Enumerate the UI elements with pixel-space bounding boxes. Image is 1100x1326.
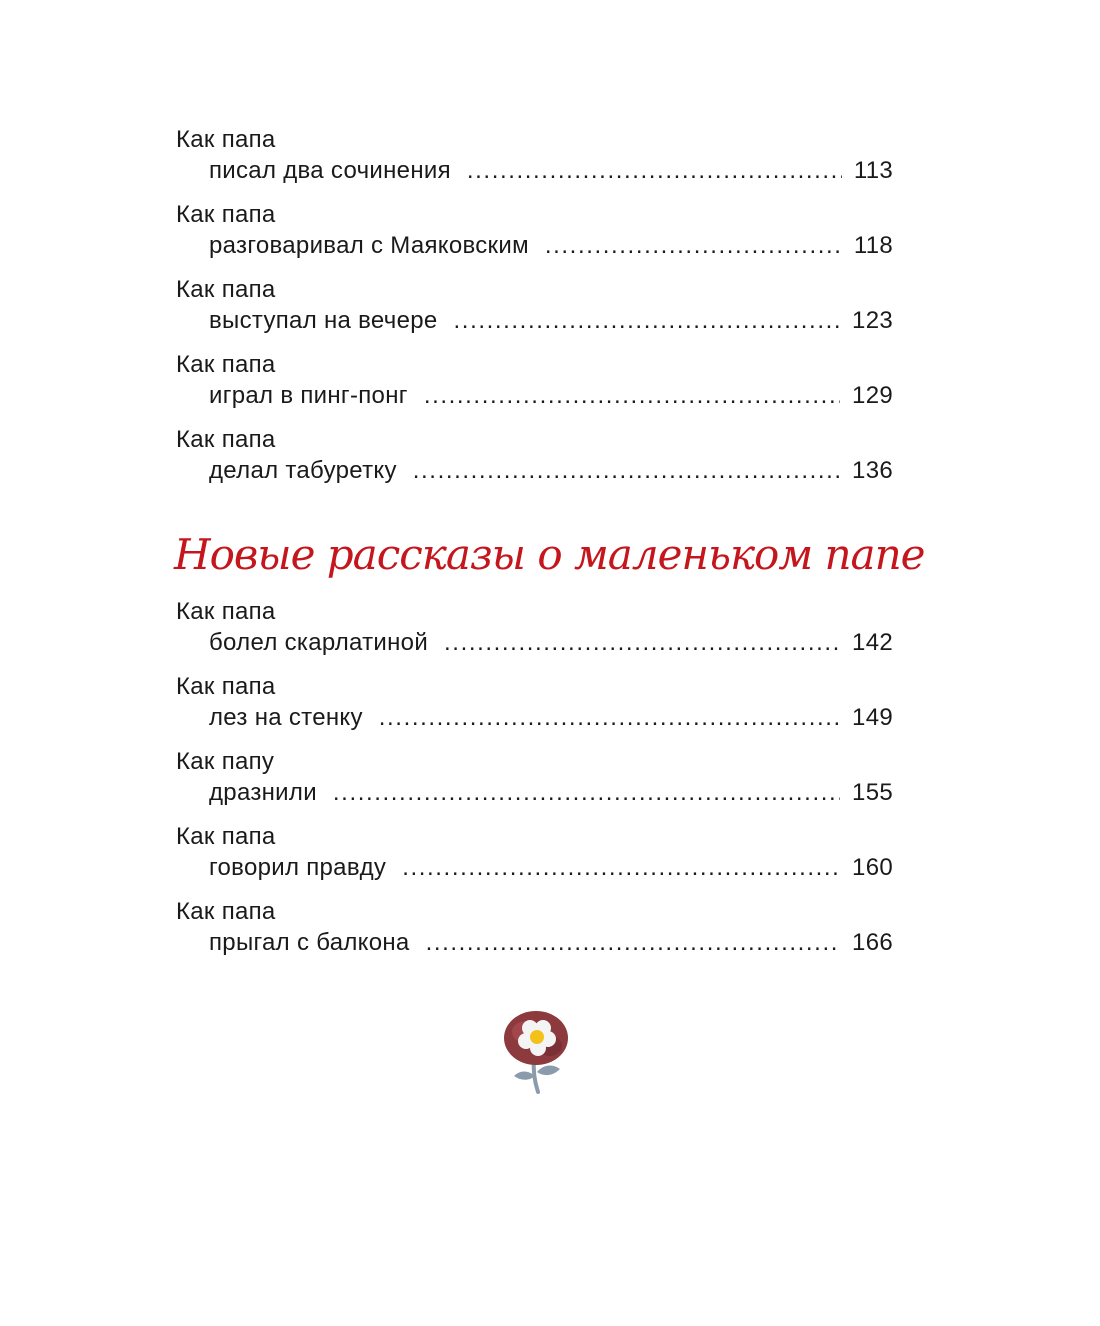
page-number: 142	[852, 629, 893, 656]
section-heading: Новые рассказы о маленьком папе	[174, 530, 925, 579]
entry-subtitle-row	[209, 380, 893, 412]
page-number: 123	[852, 307, 893, 334]
entry-subtitle: писал два сочинения	[209, 157, 451, 184]
entry-subtitle-row	[209, 230, 893, 262]
toc-entry[interactable]	[0, 124, 1100, 199]
page-number: 129	[852, 382, 893, 409]
page-number: 136	[852, 457, 893, 484]
entry-title: Как папа	[176, 598, 276, 625]
page-number: 155	[852, 779, 893, 806]
toc-group-1	[0, 124, 1100, 499]
entry-subtitle-row	[209, 702, 893, 734]
dot-leader	[467, 155, 842, 187]
dot-leader	[424, 380, 840, 412]
entry-title: Как папа	[176, 351, 276, 378]
page-number: 166	[852, 929, 893, 956]
entry-subtitle: прыгал с балкона	[209, 929, 410, 956]
page-number: 118	[853, 232, 893, 259]
dot-leader	[402, 852, 840, 884]
dot-leader	[545, 230, 842, 262]
entry-subtitle-row	[209, 927, 893, 959]
entry-subtitle-row	[209, 155, 893, 187]
toc-entry[interactable]	[0, 424, 1100, 499]
entry-subtitle: играл в пинг-понг	[209, 382, 408, 409]
dot-leader	[444, 627, 840, 659]
entry-title: Как папу	[176, 748, 275, 775]
entry-subtitle: выступал на вечере	[209, 307, 438, 334]
entry-subtitle-row	[209, 627, 893, 659]
toc-entry[interactable]	[0, 746, 1100, 821]
toc-entry[interactable]	[0, 199, 1100, 274]
dot-leader	[379, 702, 840, 734]
entry-subtitle-row	[209, 852, 893, 884]
entry-subtitle: дразнили	[209, 779, 317, 806]
toc-entry[interactable]	[0, 596, 1100, 671]
dot-leader	[454, 305, 841, 337]
dot-leader	[333, 777, 840, 809]
dot-leader	[413, 455, 840, 487]
entry-title: Как папа	[176, 823, 276, 850]
page-number: 160	[852, 854, 893, 881]
flower-icon	[490, 1006, 580, 1096]
entry-subtitle-row	[209, 455, 893, 487]
page-number: 149	[852, 704, 893, 731]
dot-leader	[426, 927, 840, 959]
entry-subtitle: делал табуретку	[209, 457, 397, 484]
entry-title: Как папа	[176, 201, 276, 228]
toc-entry[interactable]	[0, 274, 1100, 349]
entry-title: Как папа	[176, 276, 276, 303]
toc-entry[interactable]	[0, 349, 1100, 424]
toc-entry[interactable]	[0, 671, 1100, 746]
entry-subtitle: говорил правду	[209, 854, 387, 881]
entry-title: Как папа	[176, 426, 276, 453]
page-number: 113	[853, 157, 893, 184]
entry-title: Как папа	[176, 126, 276, 153]
entry-subtitle: разговаривал с Маяковским	[209, 232, 529, 259]
entry-title: Как папа	[176, 898, 276, 925]
entry-subtitle: лез на стенку	[209, 704, 363, 731]
entry-subtitle-row	[209, 305, 893, 337]
toc-group-2	[0, 596, 1100, 971]
toc-entry[interactable]	[0, 896, 1100, 971]
toc-entry[interactable]	[0, 821, 1100, 896]
entry-title: Как папа	[176, 673, 276, 700]
entry-subtitle-row	[209, 777, 893, 809]
entry-subtitle: болел скарлатиной	[209, 629, 429, 656]
